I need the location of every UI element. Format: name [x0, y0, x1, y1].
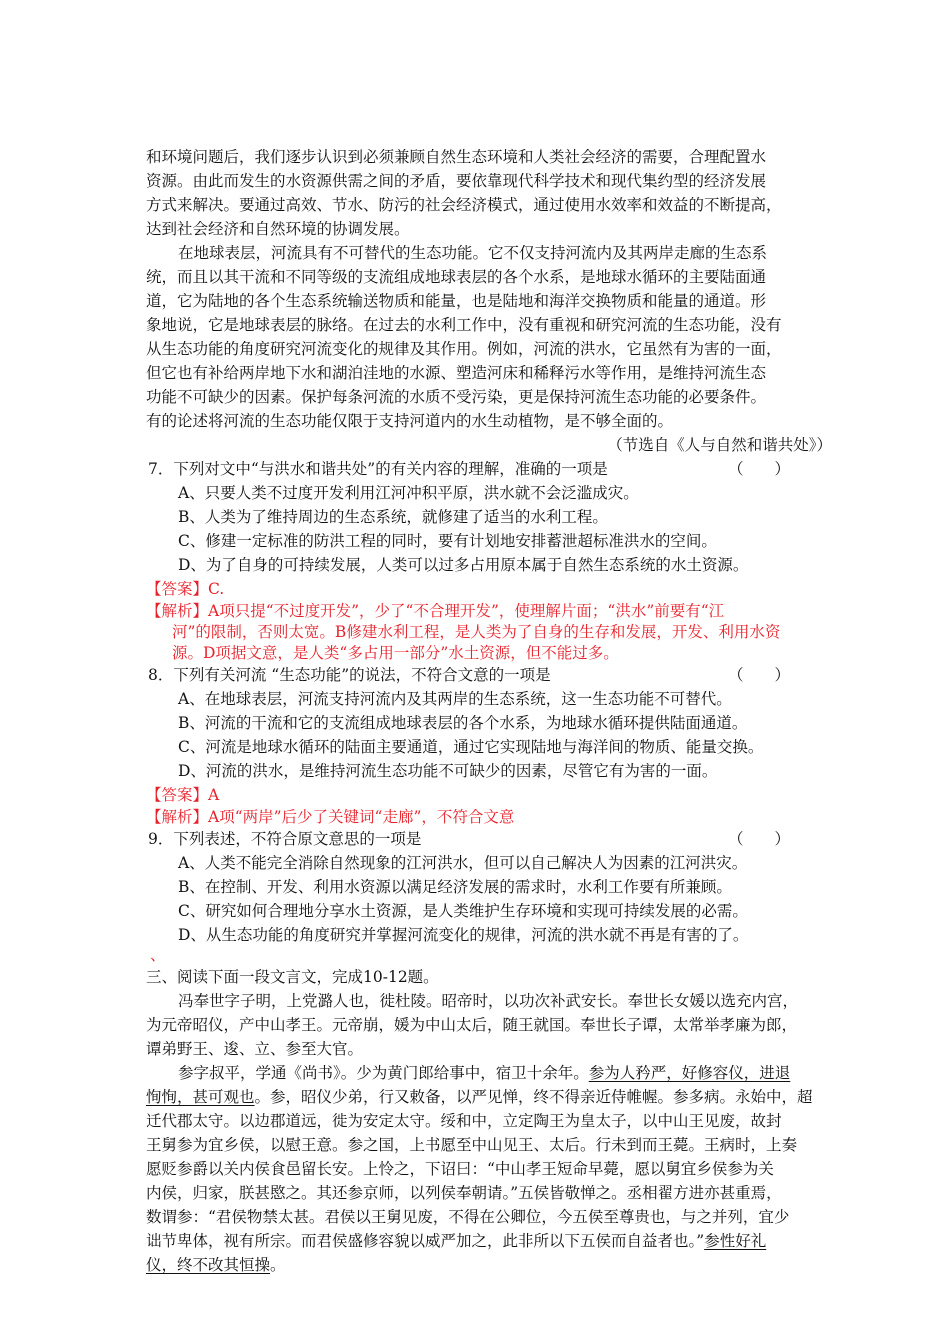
section3-p1-line: 冯奉世字子明，上党潞人也，徙杜陵。昭帝时，以功次补武安长。奉世长女媛以选充内宫，	[178, 992, 799, 1010]
section3-p2-line: 数谓参：“君侯物禁太甚。君侯以王舅见废，不得在公卿位，今五侯至尊贵也，与之并列，宜少	[146, 1208, 790, 1226]
passage1-line: 资源。由此而发生的水资源供需之间的矛盾，要依靠现代科学技术和现代集约型的经济发展	[146, 172, 767, 190]
q7-option-d: D、为了自身的可持续发展，人类可以过多占用原本属于自然生态系统的水土资源。	[178, 556, 749, 574]
q9-option-d: D、从生态功能的角度研究并掌握河流变化的规律，河流的洪水就不再是有害的了。	[178, 926, 749, 944]
passage1-line: 但它也有补给两岸地下水和湖泊洼地的水源、塑造河床和稀释污水等作用，是维持河流生态	[146, 364, 767, 382]
q9-answer-blank: （ ）	[728, 830, 791, 848]
passage1-line: 和环境问题后，我们逐步认识到必须兼顾自然生态环境和人类社会经济的需要，合理配置水	[146, 148, 767, 166]
q7-option-a: A、只要人类不过度开发利用江河冲积平原，洪水就不会泛滥成灾。	[178, 484, 639, 502]
passage1-line: 方式来解决。要通过高效、节水、防污的社会经济模式，通过使用水效率和效益的不断提高，	[146, 196, 782, 214]
q7-stem: 7．下列对文中“与洪水和谐共处”的有关内容的理解，准确的一项是	[148, 460, 608, 478]
section3-p2-line: 内侯，归家，朕甚愍之。其还参京师，以列侯奉朝请。”五侯皆敬惮之。丞相翟方进亦甚重焉，	[146, 1184, 782, 1202]
q8-option-b: B、河流的干流和它的支流组成地球表层的各个水系，为地球水循环提供陆面通道。	[178, 714, 748, 732]
section3-p2-line	[146, 1230, 766, 1252]
passage1-line: 统，而且以其干流和不同等级的支流组成地球表层的各个水系，是地球水循环的主要陆面通	[146, 268, 767, 286]
q7-analysis-line: 源。D项据文意，是人类“多占用一部分”水土资源，但不能过多。	[172, 644, 619, 662]
passage1-source: （节选自《人与自然和谐共处》）	[607, 436, 832, 454]
section3-p1-line: 为元帝昭仪，产中山孝王。元帝崩，媛为中山太后，随王就国。奉世长子谭，太常举孝廉为郎，	[146, 1016, 798, 1034]
section3-p2-text: 参字叔平，学通《尚书》。少为黄门郎给事中，宿卫十余年。	[178, 1064, 589, 1082]
section3-p2-line	[146, 1086, 813, 1108]
section3-heading: 三、阅读下面一段文言文，完成10-12题。	[146, 968, 439, 986]
section3-p2-line: 愿贬参爵以关内侯食邑留长安。上怜之，下诏曰：“中山孝王短命早薨，愿以舅宜乡侯参为关	[146, 1160, 774, 1178]
q7-answer-blank: （ ）	[728, 460, 791, 478]
q8-option-d: D、河流的洪水，是维持河流生态功能不可缺少的因素，尽管它有为害的一面。	[178, 762, 718, 780]
q9-option-a: A、人类不能完全消除自然现象的江河洪水，但可以自己解决人为因素的江河洪灾。	[178, 854, 748, 872]
section3-p2-line	[146, 1254, 286, 1276]
q7-option-b: B、人类为了维持周边的生态系统，就修建了适当的水利工程。	[178, 508, 608, 526]
underlined-sentence: 参性好礼	[704, 1232, 767, 1250]
section3-p2-text: 。	[270, 1256, 286, 1274]
section3-p2-line	[178, 1062, 790, 1084]
passage1-line: 达到社会经济和自然环境的协调发展。	[146, 220, 410, 238]
q8-analysis-line: 【解析】A项“两岸”后少了关键词“走廊”，不符合文意	[146, 808, 515, 826]
section3-p2-text: 诎节卑体，视有所宗。而君侯盛修容貌以威严加之，此非所以下五侯而自益者也。”	[146, 1232, 705, 1250]
passage1-line: 从生态功能的角度研究河流变化的规律及其作用。例如，河流的洪水，它虽然有为害的一面，	[146, 340, 782, 358]
q8-answer-blank: （ ）	[728, 666, 791, 684]
q7-analysis-line: 河”的限制，否则太宽。B修建水利工程，是人类为了自身的生存和发展，开发、利用水资	[172, 623, 781, 641]
underlined-sentence: 仪，终不改其恒操	[146, 1256, 271, 1274]
passage1-line: 象地说，它是地球表层的脉络。在过去的水利工作中，没有重视和研究河流的生态功能，没有	[146, 316, 782, 334]
q8-stem: 8．下列有关河流 “生态功能”的说法，不符合文意的一项是	[148, 666, 551, 684]
underlined-sentence: 参为人矜严，好修容仪，进退	[588, 1064, 791, 1082]
red-mark: 、	[150, 946, 166, 964]
q9-stem: 9．下列表述，不符合原文意思的一项是	[148, 830, 422, 848]
q8-option-c: C、河流是地球水循环的陆面主要通道，通过它实现陆地与海洋间的物质、能量交换。	[178, 738, 764, 756]
q9-option-b: B、在控制、开发、利用水资源以满足经济发展的需求时，水利工作要有所兼顾。	[178, 878, 732, 896]
section3-p1-line: 谭弟野王、逡、立、参至大官。	[146, 1040, 364, 1058]
q8-option-a: A、在地球表层，河流支持河流内及其两岸的生态系统，这一生态功能不可替代。	[178, 690, 732, 708]
q7-answer: 【答案】C.	[146, 580, 225, 598]
q7-analysis-line: 【解析】A项只提“不过度开发”，少了“不合理开发”，使理解片面；“洪水”前要有“江	[146, 602, 725, 620]
section3-p2-text: 。参，昭仪少弟，行又敕备，以严见惮，终不得亲近侍帷幄。参多病。永始中，超	[254, 1088, 813, 1106]
section3-p2-line: 迁代郡太守。以边郡道远，徙为安定太守。绥和中，立定陶王为皇太子，以中山王见废，故封	[146, 1112, 782, 1130]
q7-option-c: C、修建一定标准的防洪工程的同时，要有计划地安排蓄泄超标准洪水的空间。	[178, 532, 717, 550]
underlined-sentence: 恂恂，甚可观也	[146, 1088, 255, 1106]
passage1-line: 有的论述将河流的生态功能仅限于支持河道内的水生动植物，是不够全面的。	[146, 412, 674, 430]
passage1-line: 在地球表层，河流具有不可替代的生态功能。它不仅支持河流内及其两岸走廊的生态系	[178, 244, 768, 262]
passage1-line: 功能不可缺少的因素。保护每条河流的水质不受污染，更是保持河流生态功能的必要条件。	[146, 388, 767, 406]
q8-answer: 【答案】A	[146, 786, 220, 804]
passage1-line: 道，它为陆地的各个生态系统输送物质和能量，也是陆地和海洋交换物质和能量的通道。形	[146, 292, 767, 310]
q9-option-c: C、研究如何合理地分享水土资源，是人类维护生存环境和实现可持续发展的必需。	[178, 902, 748, 920]
section3-p2-line: 王舅参为宜乡侯，以慰王意。参之国，上书愿至中山见王、太后。行未到而王薨。王病时，上奏	[146, 1136, 798, 1154]
